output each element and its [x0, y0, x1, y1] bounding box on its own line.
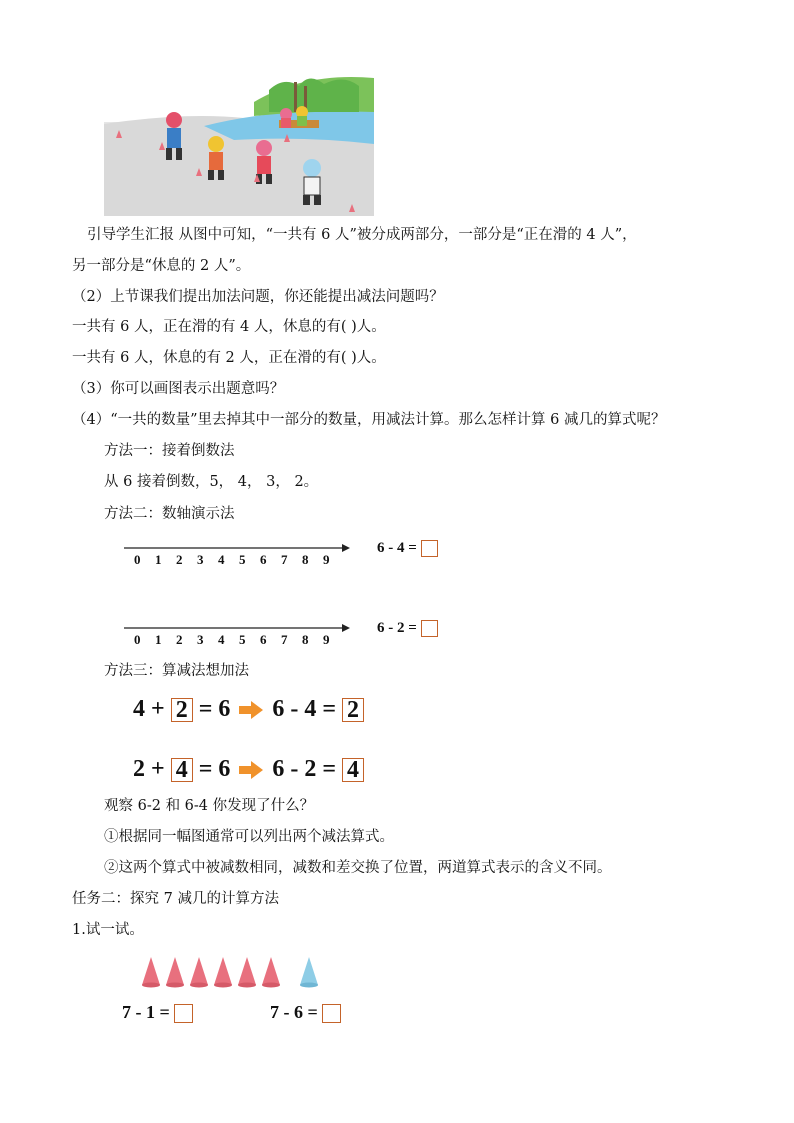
task2-equation-2	[270, 1002, 341, 1023]
observe-point-2: ②这两个算式中被减数相同，减数和差交换了位置，两道算式表示的含义不同。	[104, 860, 612, 876]
tick-label: 8	[302, 552, 309, 567]
tick-label: 8	[302, 632, 309, 647]
tick-label: 7	[281, 552, 288, 567]
tick-label: 1	[155, 632, 162, 647]
equation-text: 7 - 6 =	[270, 1002, 318, 1022]
tick-label: 6	[260, 632, 267, 647]
try-title: 1.试一试。	[72, 922, 144, 938]
pink-cone-icon	[262, 957, 280, 988]
tick-label: 5	[239, 552, 246, 567]
arrow-right-icon	[238, 701, 264, 719]
boxed-number: 4	[171, 758, 193, 782]
pink-cone-icon	[142, 957, 160, 988]
observe-title: 观察 6-2 和 6-4 你发现了什么？	[104, 798, 315, 814]
answer-box[interactable]	[421, 540, 438, 557]
tick-label: 5	[239, 632, 246, 647]
addend-text: 2 +	[133, 756, 165, 782]
addsub-row-1	[133, 694, 364, 724]
answer-box[interactable]	[174, 1004, 193, 1023]
q2-sentence-2: 一共有 6 人，休息的有 2 人，正在滑的有( )人。	[72, 350, 386, 366]
tick-label: 2	[176, 632, 183, 647]
tick-label: 0	[134, 632, 141, 647]
sum-text: = 6	[198, 696, 231, 722]
tick-label: 9	[323, 632, 330, 647]
pink-cone-icon	[166, 957, 184, 988]
task2-title: 任务二：探究 7 减几的计算方法	[72, 891, 279, 907]
tick-label: 3	[197, 632, 204, 647]
addsub-row-2	[133, 754, 364, 784]
pink-cone-icon	[190, 957, 208, 988]
number-line-1	[124, 543, 354, 573]
q3-title: （3）你可以画图表示出题意吗？	[72, 381, 285, 397]
method2-title: 方法二：数轴演示法	[104, 506, 235, 522]
q4-title: （4）“一共的数量”里去掉其中一部分的数量，用减法计算。那么怎样计算 6 减几的算式呢？	[72, 412, 666, 428]
pink-cone-icon	[214, 957, 232, 988]
subtraction-text: 6 - 2 =	[272, 756, 337, 782]
boxed-number: 2	[342, 698, 364, 722]
method1-text: 从 6 接着倒数，5， 4， 3， 2。	[104, 474, 319, 490]
addend-text: 4 +	[133, 696, 165, 722]
tick-label: 4	[218, 552, 225, 567]
skating-illustration	[104, 72, 374, 216]
tick-label: 7	[281, 632, 288, 647]
task2-equation-1	[122, 1002, 193, 1023]
q2-title: （2）上节课我们提出加法问题，你还能提出减法问题吗？	[72, 289, 444, 305]
numberline-1-equation	[377, 540, 438, 557]
arrow-right-icon	[238, 761, 264, 779]
equation-text: 7 - 1 =	[122, 1002, 170, 1022]
sum-text: = 6	[198, 756, 231, 782]
tick-label: 1	[155, 552, 162, 567]
tick-label: 9	[323, 552, 330, 567]
pink-cone-icon	[238, 957, 256, 988]
method3-title: 方法三：算减法想加法	[104, 663, 249, 679]
answer-box[interactable]	[421, 620, 438, 637]
numberline-2-equation	[377, 620, 438, 637]
tick-label: 2	[176, 552, 183, 567]
equation-text: 6 - 4 =	[377, 540, 417, 556]
boxed-number: 2	[171, 698, 193, 722]
boxed-number: 4	[342, 758, 364, 782]
intro-line-1: 引导学生汇报 从图中可知，“一共有 6 人”被分成两部分，一部分是“正在滑的 4 人”，	[87, 227, 637, 243]
tick-label: 0	[134, 552, 141, 567]
equation-text: 6 - 2 =	[377, 620, 417, 636]
method1-title: 方法一：接着倒数法	[104, 443, 235, 459]
answer-box[interactable]	[322, 1004, 341, 1023]
tick-label: 6	[260, 552, 267, 567]
tick-label: 3	[197, 552, 204, 567]
blue-cone-icon	[300, 957, 318, 988]
subtraction-text: 6 - 4 =	[272, 696, 337, 722]
number-line-2	[124, 623, 354, 653]
intro-line-2: 另一部分是“休息的 2 人”。	[72, 258, 251, 274]
cones-illustration	[140, 954, 330, 988]
observe-point-1: ①根据同一幅图通常可以列出两个减法算式。	[104, 829, 394, 845]
q2-sentence-1: 一共有 6 人，正在滑的有 4 人，休息的有( )人。	[72, 319, 386, 335]
tick-label: 4	[218, 632, 225, 647]
